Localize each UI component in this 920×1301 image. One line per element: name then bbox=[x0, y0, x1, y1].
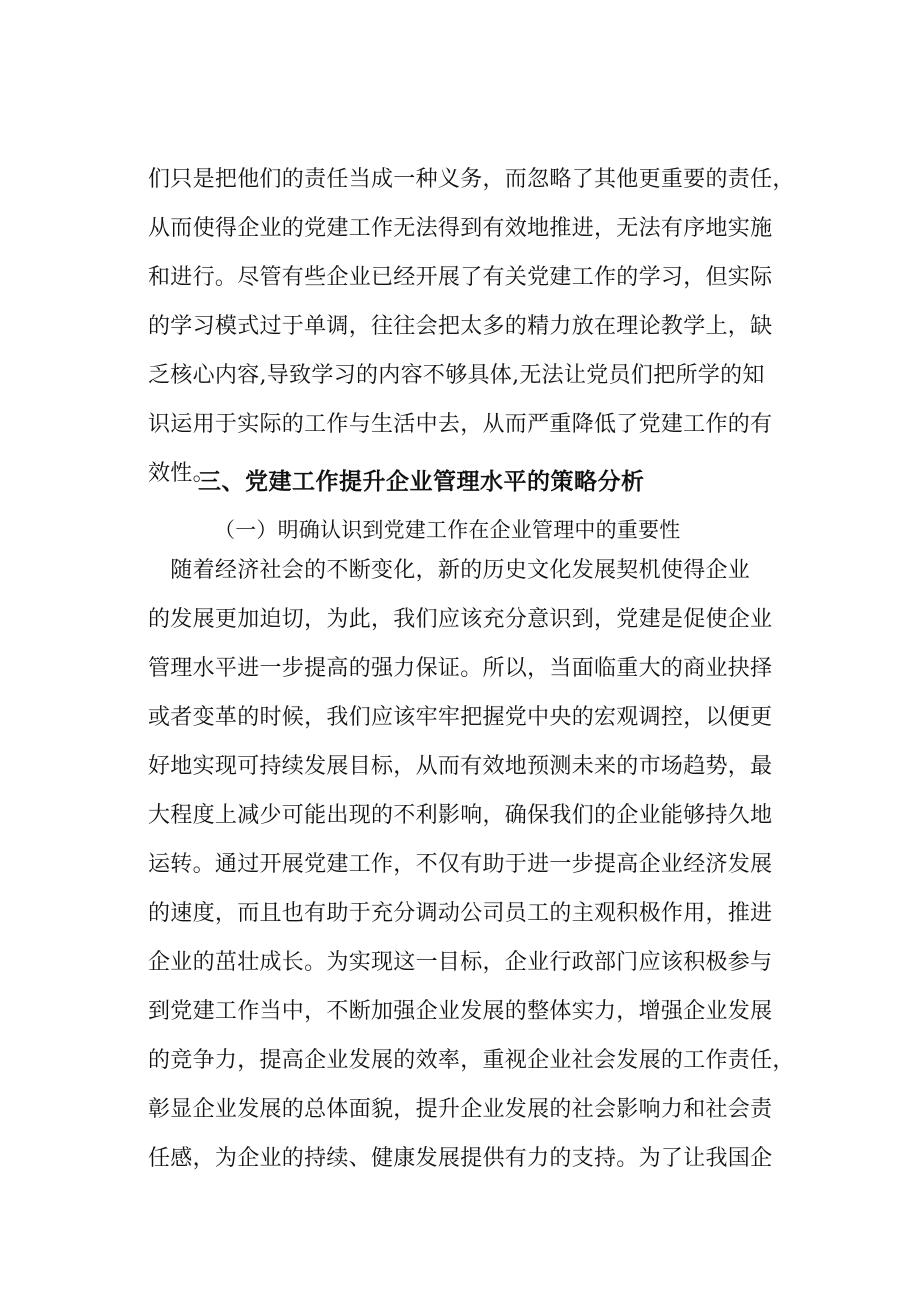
paragraph-line: 乏核心内容,导致学习的内容不够具体,无法让党员们把所学的知 bbox=[148, 363, 765, 388]
paragraph-line: 的竞争力，提高企业发展的效率，重视企业社会发展的工作责任， bbox=[148, 1048, 795, 1073]
paragraph-line: 的发展更加迫切，为此，我们应该充分意识到，党建是促使企业 bbox=[148, 607, 773, 632]
paragraph-line: 识运用于实际的工作与生活中去，从而严重降低了党建工作的有 bbox=[148, 412, 773, 437]
paragraph-line: 企业的茁壮成长。为实现这一目标，企业行政部门应该积极参与 bbox=[148, 950, 773, 975]
paragraph-line: 的速度，而且也有助于充分调动公司员工的主观积极作用，推进 bbox=[148, 901, 773, 926]
section-heading: 三、党建工作提升企业管理水平的策略分析 bbox=[198, 469, 645, 495]
subsection-heading: （一）明确认识到党建工作在企业管理中的重要性 bbox=[214, 518, 681, 542]
paragraph-line: 彰显企业发展的总体面貌，提升企业发展的社会影响力和社会责 bbox=[148, 1097, 773, 1122]
paragraph-line: 们只是把他们的责任当成一种义务，而忽略了其他更重要的责任， bbox=[148, 167, 795, 192]
paragraph-line: 的学习模式过于单调，往往会把太多的精力放在理论教学上，缺 bbox=[148, 314, 773, 339]
paragraph-line: 从而使得企业的党建工作无法得到有效地推进，无法有序地实施 bbox=[148, 216, 773, 241]
paragraph-line: 任感，为企业的持续、健康发展提供有力的支持。为了让我国企 bbox=[148, 1146, 773, 1171]
paragraph-line: 管理水平进一步提高的强力保证。所以，当面临重大的商业抉择 bbox=[148, 656, 773, 681]
paragraph-line: 效性。 bbox=[148, 461, 215, 486]
paragraph-line: 大程度上减少可能出现的不利影响，确保我们的企业能够持久地 bbox=[148, 803, 773, 828]
paragraph-line: 和进行。尽管有些企业已经开展了有关党建工作的学习，但实际 bbox=[148, 265, 773, 290]
paragraph-line: 好地实现可持续发展目标，从而有效地预测未来的市场趋势，最 bbox=[148, 754, 773, 779]
paragraph-line: 到党建工作当中，不断加强企业发展的整体实力，增强企业发展 bbox=[148, 999, 773, 1024]
paragraph-line: 运转。通过开展党建工作，不仅有助于进一步提高企业经济发展 bbox=[148, 852, 773, 877]
paragraph-line: 随着经济社会的不断变化，新的历史文化发展契机使得企业 bbox=[148, 558, 751, 583]
paragraph-line: 或者变革的时候，我们应该牢牢把握党中央的宏观调控，以便更 bbox=[148, 705, 773, 730]
